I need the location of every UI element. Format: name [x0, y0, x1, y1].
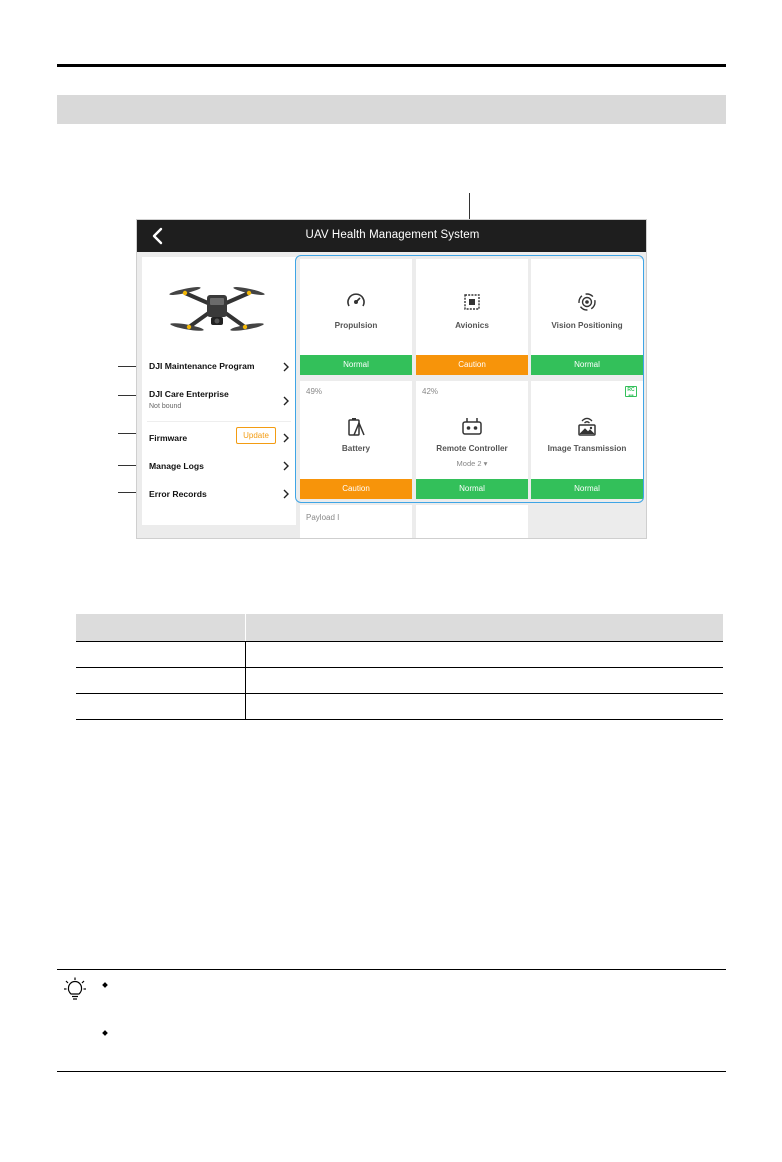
- update-button[interactable]: Update: [236, 427, 276, 444]
- menu-divider: [147, 421, 291, 422]
- chevron-right-icon: [282, 396, 290, 406]
- payload-label: Payload I: [306, 513, 340, 522]
- table-row: [76, 667, 723, 693]
- note-bottom-rule: [57, 1071, 726, 1072]
- app-title: UAV Health Management System: [305, 229, 480, 241]
- status-badge: Caution: [300, 479, 412, 499]
- top-rule: [57, 64, 726, 67]
- module-label: Remote Controller: [436, 444, 508, 453]
- menu-dji-maintenance-program[interactable]: [142, 361, 296, 385]
- chevron-right-icon: [282, 489, 290, 499]
- rc-mode-value: Mode 2: [456, 459, 482, 468]
- chevron-right-icon: [282, 461, 290, 471]
- module-payload[interactable]: [300, 505, 412, 539]
- menu-label: Firmware: [149, 433, 188, 443]
- menu-dji-care-enterprise[interactable]: [142, 389, 296, 413]
- drone-image-icon: [167, 271, 267, 341]
- health-management-screenshot: [136, 219, 647, 539]
- chevron-right-icon: [282, 362, 290, 372]
- app-header: [137, 220, 647, 252]
- section-heading-bar: [57, 95, 726, 124]
- description-table: [76, 614, 723, 720]
- care-status: Not bound: [149, 403, 182, 410]
- rc-badge-icon: RC •••: [625, 386, 637, 397]
- note-top-rule: [57, 969, 726, 970]
- menu-firmware[interactable]: [142, 433, 296, 457]
- bullet-marker: [102, 982, 108, 988]
- dropdown-caret-icon: ▾: [483, 459, 488, 468]
- status-badge: Normal: [531, 479, 643, 499]
- rc-percent: 42%: [422, 387, 439, 396]
- table-row: [76, 641, 723, 667]
- battery-percent: 49%: [306, 387, 323, 396]
- table-row: [76, 693, 723, 719]
- bullet-marker: [102, 1030, 108, 1036]
- module-label: Vision Positioning: [551, 321, 623, 330]
- status-badge: Caution: [416, 355, 528, 375]
- module-highlight-box: [295, 255, 644, 503]
- rc-badge-label: RC: [627, 387, 635, 393]
- chevron-right-icon: [282, 433, 290, 443]
- menu-error-records[interactable]: [142, 489, 296, 513]
- module-label: Battery: [341, 444, 371, 453]
- table-header-row: [76, 614, 723, 641]
- menu-label: DJI Care Enterprise: [149, 389, 229, 399]
- menu-label: DJI Maintenance Program: [149, 361, 255, 371]
- menu-manage-logs[interactable]: [142, 461, 296, 485]
- module-empty-slot: [416, 505, 528, 539]
- menu-label: Error Records: [149, 489, 207, 499]
- lightbulb-tip-icon: [64, 977, 86, 1001]
- module-label: Image Transmission: [547, 444, 627, 453]
- status-badge: Normal: [416, 479, 528, 499]
- module-label: Propulsion: [334, 321, 378, 330]
- status-badge: Normal: [300, 355, 412, 375]
- left-panel: [142, 257, 296, 525]
- menu-label: Manage Logs: [149, 461, 204, 471]
- status-badge: Normal: [531, 355, 643, 375]
- module-label: Avionics: [455, 321, 489, 330]
